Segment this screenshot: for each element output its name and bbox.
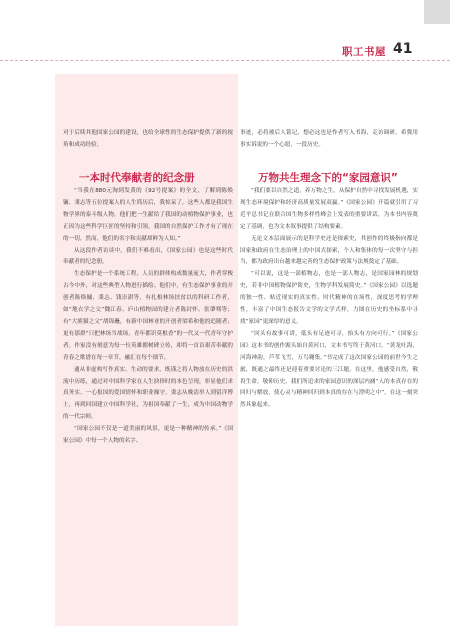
right-paragraph: “我们要以自然之道，养万物之生，从保护自然中寻找发展机遇，实现生态环境保护和经济高质量发展双赢。”《国家公园》开篇就引用了习近平总书记在联合国生物多样性峰会上发表的重要讲话，为本书内容奠定了基调，也为文本叙事提供了结构要素。 [240,188,418,230]
right-intro-text: 事迹，必将被后人铭记，想必这也是作者写入书海、走访调研，希冀用事实诉说的一个心愿，一段历史。 [240,130,418,148]
left-paragraph: “当我在880元淘到发黄的《92号提案》的全文，了解到陈焕镛、秉志等五位提案人的人生简历后，我惊呆了，这些人都是我国生物学界的泰斗级人物，他们把一生献给了我国的动植物保护事业，也正因为这些科学巨匠的坚持和引领，我国的自然保护工作才有了现在的一切。然而，他们的名字和贡献却鲜为人知。” [63,188,233,242]
right-paragraph: “可以说，这是一部植物志，也是一部人物志，是国家园林的规划史，若非中国植物保护简史，生物学科发展简史。”《国家公园》以选题的独一性、贴近现实的真实性、时代精神的在场性，深度思考的学理性，丰富了中国生态报告文学的文学式样，力图在历史的坐标系中寻找“家园”更深厚的意义。 [240,271,418,325]
left-body [63,186,233,448]
right-paragraph: “回头有故事可讲，低头有足迹可寻，抬头有方向可行。”《国家公园》这本书的创作源头始自黄河口，文本书写终于黄河口，“黄龙吐海，河海神韵，芦苇飞雪，万鸟翱集。”书完成了这次国家公园的前世今生之旅，既通之最终还是迎着重要讨论的三江题，在这里，他感受自然，敬畏生命，敬仰历史。我们所追求的家园意识的深层内涵“人的本真存在的回归与解放，使心灵与精神回归到本真的存在与澄明之中”，在这一刻突然具象起来。 [240,330,418,409]
right-body [240,186,418,412]
left-heading: 一本时代奉献者的纪念册 [79,172,195,184]
left-paragraph: “国家公园不仅是一道美丽的风景，更是一种精神的传承。”《国家公园》中每一个人物的名字、 [63,426,233,445]
right-paragraph: 无论文本层面展示的是科学史还是探索史，其创作的终极指向都是国家和政府在生态治理上的中国式探索，个人和集体的每一次坚守与担当，都为政府出台越来越完善的生态保护政策与法规奠定了基础。 [240,235,418,266]
page-number: 41 [393,41,413,57]
header-divider [0,60,450,61]
left-intro-text: 对于后续其他国家公园的建设，也给全球性的生态保护提供了新的视角和成功经验。 [63,130,233,148]
right-heading-prefix: 万物共生理念下的 [258,172,342,184]
right-intro [240,128,418,152]
right-heading [258,170,398,185]
left-intro [63,128,233,152]
left-paragraph: 生态保护是一个系统工程，人员的群体构成数量庞大，作者穿梭古今中外，对这些典型人物进行描绘。他们中，有生态保护事业的开创者陈焕镛、秉志、钱崇澍等，有扎根林场扶贫以的科研工作者，如“地衣学之父”魏江春、庐山植物园的建立者陈封怀、张肇骞等；有“大熊猫之父”胡锦矗，有新中国林业的开创者梁希和他的追随者；更有那群“只把林场当战场，青年都识莫根香”的一代又一代青年守护者。作家没有刻意为每一位英雄都树碑立传，却将一首首艰苦奉献的青春之歌谱在每一章节，融汇在每个细节。 [63,271,233,361]
left-paragraph: 通从非虚构写作真实、生动的要求，既谨之将人物放在历史的洪流中历练，通过对中国科学家在人生抉择时的本色呈现，彰显他们求真务实、一心报国的爱国情怀和职业操守。秉志从晚清举人到留洋博士，再到回国建立中国科学社，为祖国奉献了一生，成为中国动物学的一代宗师。 [63,366,233,421]
right-heading-quote: “家园意识” [342,172,398,184]
section-title: 职工书屋 [342,46,386,58]
left-paragraph: 从这段作者访谈中，我们不难看出，《国家公园》也是这些时代奉献者的纪念册。 [63,247,233,266]
page-corner-tab [424,0,450,24]
